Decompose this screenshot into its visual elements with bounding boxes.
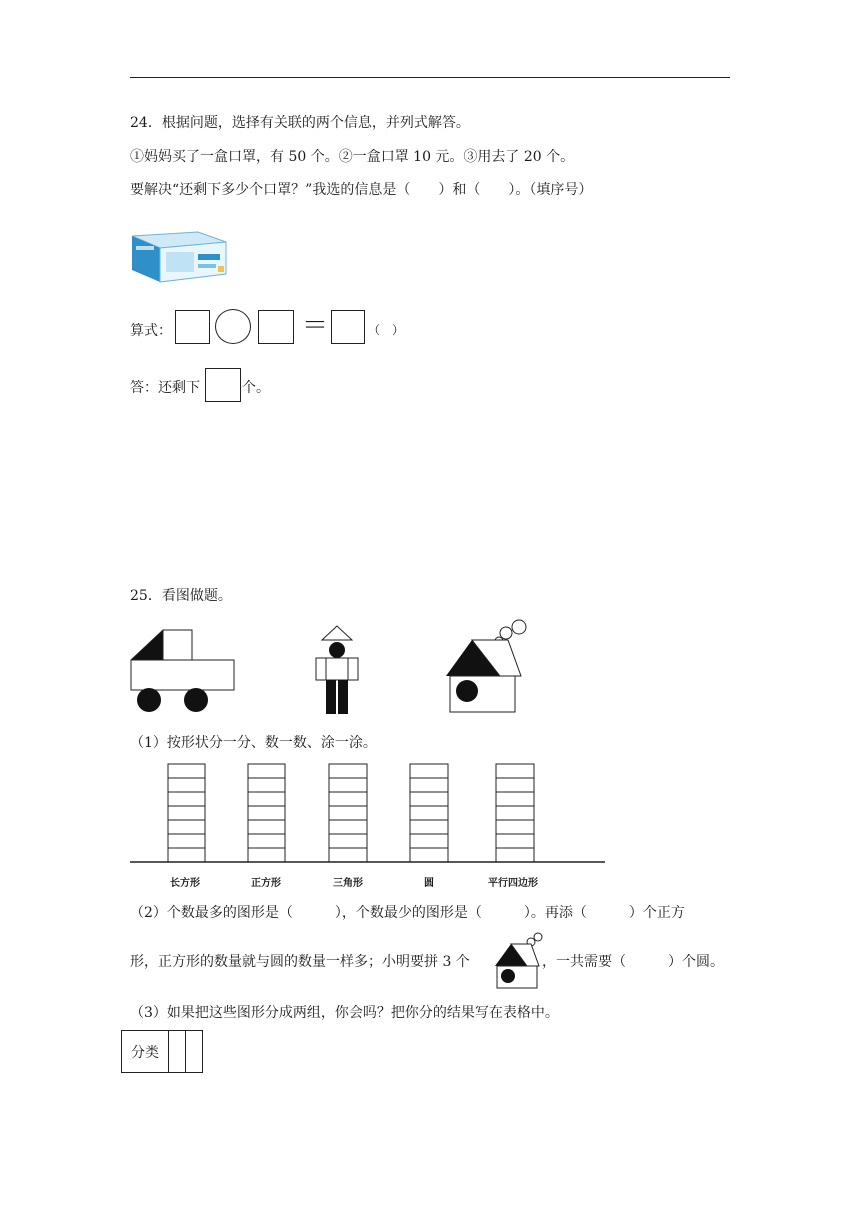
- answer-suffix: 个。: [242, 380, 270, 396]
- table-group-cell-2[interactable]: [186, 1031, 203, 1073]
- formula-label: 算式：: [130, 323, 172, 339]
- formula-operator-circle[interactable]: [215, 309, 251, 344]
- q25-part3: （3）如果把这些图形分成两组，你会吗？把你分的结果写在表格中。: [130, 1005, 559, 1021]
- grid-label-square: 正方形: [251, 878, 281, 889]
- equals-sign: ＝: [302, 311, 329, 341]
- shape-count-grid: [128, 760, 608, 866]
- grid-label-rectangle: 长方形: [170, 878, 200, 889]
- column-square: [248, 764, 285, 862]
- formula-box-2[interactable]: [258, 310, 294, 344]
- q25-part2-line1: （2）个数最多的图形是（ ），个数最少的图形是（ ）。再添（ ）个正方: [130, 905, 685, 921]
- grid-label-parallelogram: 平行四边形: [488, 878, 538, 889]
- unit-paren[interactable]: （ ）: [368, 323, 405, 337]
- q24-info: ①妈妈买了一盒口罩，有 50 个。②一盒口罩 10 元。③用去了 20 个。: [130, 149, 575, 165]
- classification-table: [121, 1030, 203, 1073]
- q24-question: 要解决“还剩下多少个口罩？”我选的信息是（ ）和（ ）。（填序号）: [130, 182, 593, 198]
- formula-result-box[interactable]: [331, 310, 365, 344]
- q25-part1: （1）按形状分一分、数一数、涂一涂。: [130, 735, 377, 751]
- column-rectangle: [168, 764, 205, 862]
- truck-figure: [128, 626, 238, 716]
- mask-box-image: [130, 214, 230, 286]
- answer-prefix: 答：还剩下: [130, 380, 200, 396]
- grid-label-triangle: 三角形: [333, 878, 363, 889]
- q25-part2-line2a: 形，正方形的数量就与圆的数量一样多；小明要拼 3 个: [130, 954, 470, 970]
- q25-title: 25．看图做题。: [130, 588, 232, 604]
- q25-part2-line2b: ，一共需要（ ）个圆。: [542, 954, 724, 970]
- q24-title: 24．根据问题，选择有关联的两个信息，并列式解答。: [130, 115, 470, 131]
- table-header-cell: 分类: [122, 1031, 169, 1073]
- grid-label-circle: 圆: [424, 878, 434, 889]
- house-figure: [442, 618, 530, 716]
- column-parallelogram: [496, 764, 534, 862]
- person-figure: [312, 624, 362, 716]
- answer-box[interactable]: [205, 368, 241, 402]
- formula-box-1[interactable]: [175, 310, 210, 344]
- small-house-icon: [493, 932, 545, 990]
- column-circle: [410, 764, 448, 862]
- top-rule: [130, 77, 730, 78]
- table-group-cell-1[interactable]: [169, 1031, 186, 1073]
- column-triangle: [329, 764, 367, 862]
